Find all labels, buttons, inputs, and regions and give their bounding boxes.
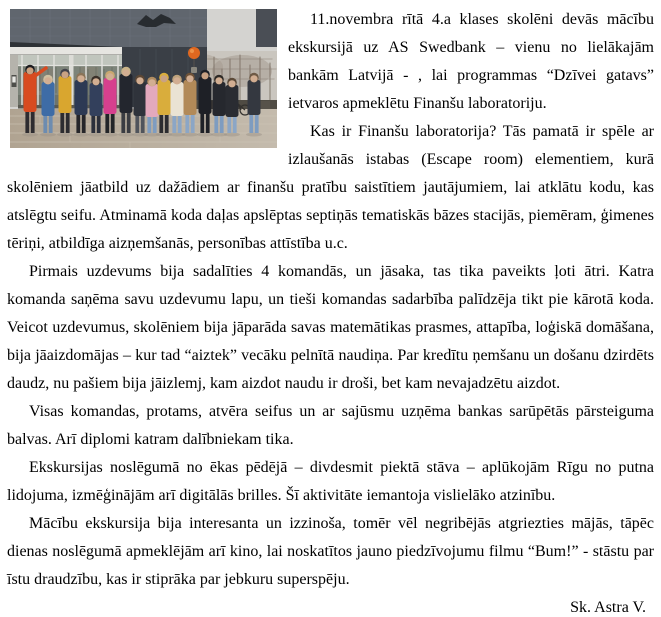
class-photo <box>10 9 277 148</box>
signature: Sk. Astra V. <box>570 599 646 616</box>
article-paragraph-4: Visas komandas, protams, atvēra seifus un ar sajūsmu uzņēma bankas sarūpētās pārsteiguma balvas. Arī diplomi katram dalībniekam tika. <box>7 403 654 448</box>
article-paragraph-2: Kas ir Finanšu laboratorija? Tās pamatā ir spēle ar izlaušanās istabas (Escape room) elementiem, kurā skolēniem jāatbild uz dažādiem ar finanšu pratību saistītiem jautājumiem, lai atklātu kodu, kas atslēgtu seifu. Atminamā koda daļas apslēptas septiņās tematiskās bāzes stacijās, piemēram, ģimenes tēriņi, atbildīga aizņemšanās, personības attīstība u.c. <box>7 123 654 252</box>
photo-far-tower <box>256 9 277 47</box>
article-paragraph-3: Pirmais uzdevums bija sadalīties 4 komandās, un jāsaka, tas tika paveikts ļoti ātri. Katra komanda saņēma savu uzdevumu lapu, un tieši komandas sadarbība palīdzēja tikt pie kārotā koda. Veicot uzdevumus, skolēniem bija jāparāda savas matemātikas prasmes, attapība, loģiskā domāšana, bija jāaizdomājas – kur tad “aiztek” vecāku pelnītā naudiņa. Par kredītu ņemšanu un došanu dzirdēts daudz, nu pašiem bija jāizlemj, kam aizdot naudu ir droši, bet kam nevajadzētu aizdot. <box>7 263 654 392</box>
article-paragraph-6: Mācību ekskursija bija interesanta un izzinoša, tomēr vēl negribējās atgriezties mājās, tāpēc dienas noslēgumā apmeklējām arī kino, lai noskatītos jauno piedzīvojumu filmu “Bum!” - stāstu par īstu draudzību, kas ir stiprāka par jebkuru superspēju. <box>7 515 654 588</box>
photo-canopy <box>10 47 122 55</box>
class-photo-image <box>10 9 277 148</box>
article-paragraph-5: Ekskursijas noslēgumā no ēkas pēdējā – divdesmit piektā stāva – aplūkojām Rīgu no putna lidojuma, izmēģinājām arī digitālās brilles. Šī aktivitāte iemantoja vislielāko atzinību. <box>7 459 654 504</box>
article-paragraph-1: 11.novembra rītā 4.a klases skolēni devās mācību ekskursijā uz AS Swedbank – vienu no lielākajām bankām Latvijā - , lai programmas “Dzīvei gatavs” ietvaros apmeklētu Finanšu laboratoriju. <box>288 11 654 112</box>
